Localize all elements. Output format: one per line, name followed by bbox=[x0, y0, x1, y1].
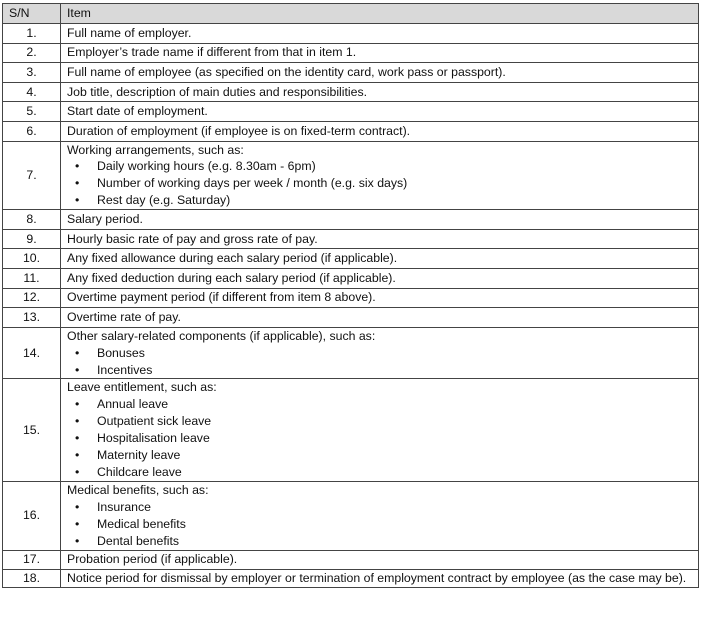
table-row bbox=[3, 43, 699, 63]
bullet-text: Dental benefits bbox=[97, 533, 180, 548]
row-number: 1. bbox=[3, 24, 61, 44]
row-item bbox=[61, 327, 699, 379]
row-number: 2. bbox=[3, 43, 61, 63]
bullet-icon: • bbox=[75, 397, 80, 412]
bullet-item bbox=[75, 499, 692, 516]
bullet-text: Daily working hours (e.g. 8.30am - 6pm) bbox=[97, 159, 316, 174]
bullet-item bbox=[75, 396, 692, 413]
row-item bbox=[61, 288, 699, 308]
row-item bbox=[61, 63, 699, 83]
row-number: 4. bbox=[3, 82, 61, 102]
bullet-list bbox=[67, 499, 692, 550]
table-row bbox=[3, 102, 699, 122]
row-number: 3. bbox=[3, 63, 61, 83]
row-item bbox=[61, 481, 699, 550]
bullet-item bbox=[75, 533, 692, 550]
table-row bbox=[3, 379, 699, 481]
table-row bbox=[3, 82, 699, 102]
row-item bbox=[61, 249, 699, 269]
item-text: Hourly basic rate of pay and gross rate of pay. bbox=[67, 231, 318, 246]
table-row bbox=[3, 229, 699, 249]
bullet-text: Number of working days per week / month (e.g. six days) bbox=[97, 176, 408, 191]
item-text: Working arrangements, such as: bbox=[67, 142, 244, 157]
bullet-text: Childcare leave bbox=[97, 465, 182, 479]
item-text: Any fixed allowance during each salary period (if applicable). bbox=[67, 251, 398, 266]
bullet-icon: • bbox=[75, 159, 80, 174]
row-item bbox=[61, 82, 699, 102]
bullet-text: Incentives bbox=[97, 362, 153, 377]
table-row bbox=[3, 308, 699, 328]
bullet-item bbox=[75, 413, 692, 430]
bullet-text: Insurance bbox=[97, 499, 152, 514]
row-number: 13. bbox=[3, 308, 61, 328]
bullet-icon: • bbox=[75, 176, 80, 191]
row-number: 15. bbox=[3, 379, 61, 481]
bullet-list bbox=[67, 158, 692, 209]
bullet-icon: • bbox=[75, 516, 80, 531]
item-text: Employer’s trade name if different from that in item 1. bbox=[67, 45, 357, 60]
bullet-icon: • bbox=[75, 499, 80, 514]
row-number: 17. bbox=[3, 550, 61, 570]
item-text: Overtime rate of pay. bbox=[67, 310, 181, 324]
table-row bbox=[3, 24, 699, 44]
bullet-item bbox=[75, 362, 692, 379]
item-text: Duration of employment (if employee is on fixed-term contract). bbox=[67, 123, 411, 138]
row-number: 11. bbox=[3, 268, 61, 288]
item-text: Any fixed deduction during each salary period (if applicable). bbox=[67, 270, 396, 285]
item-text: Salary period. bbox=[67, 212, 143, 227]
item-text: Job title, description of main duties and responsibilities. bbox=[67, 84, 368, 99]
bullet-icon: • bbox=[75, 431, 80, 446]
bullet-item bbox=[75, 516, 692, 533]
bullet-icon: • bbox=[75, 414, 80, 429]
bullet-icon: • bbox=[75, 193, 80, 208]
bullet-text: Bonuses bbox=[97, 345, 145, 360]
item-text: Other salary-related components (if applicable), such as: bbox=[67, 328, 376, 343]
bullet-list bbox=[67, 396, 692, 481]
table-row bbox=[3, 570, 699, 588]
row-item bbox=[61, 210, 699, 230]
bullet-item bbox=[75, 158, 692, 175]
row-number: 16. bbox=[3, 481, 61, 550]
item-text: Notice period for dismissal by employer or termination of employment contract by employee (as the case may be). bbox=[67, 571, 687, 586]
row-number: 18. bbox=[3, 570, 61, 588]
row-number: 6. bbox=[3, 121, 61, 141]
table-header-row bbox=[3, 4, 699, 24]
row-number: 5. bbox=[3, 102, 61, 122]
bullet-text: Maternity leave bbox=[97, 448, 181, 463]
bullet-text: Rest day (e.g. Saturday) bbox=[97, 193, 231, 208]
item-text: Overtime payment period (if different from item 8 above). bbox=[67, 290, 376, 305]
row-item bbox=[61, 24, 699, 44]
bullet-icon: • bbox=[75, 448, 80, 463]
row-number: 14. bbox=[3, 327, 61, 379]
table-row bbox=[3, 288, 699, 308]
table-row bbox=[3, 249, 699, 269]
row-item bbox=[61, 570, 699, 588]
table-row bbox=[3, 481, 699, 550]
row-item bbox=[61, 550, 699, 570]
table-body bbox=[3, 24, 699, 588]
bullet-text: Annual leave bbox=[97, 397, 169, 412]
row-item bbox=[61, 229, 699, 249]
bullet-icon: • bbox=[75, 362, 80, 377]
item-text: Leave entitlement, such as: bbox=[67, 380, 217, 395]
item-text: Full name of employer. bbox=[67, 25, 192, 40]
table-row bbox=[3, 210, 699, 230]
bullet-item bbox=[75, 175, 692, 192]
bullet-text: Medical benefits bbox=[97, 516, 186, 531]
row-number: 9. bbox=[3, 229, 61, 249]
row-item bbox=[61, 102, 699, 122]
table-row bbox=[3, 327, 699, 379]
row-number: 10. bbox=[3, 249, 61, 269]
row-item bbox=[61, 43, 699, 63]
table-row bbox=[3, 550, 699, 570]
bullet-icon: • bbox=[75, 465, 80, 479]
row-number: 8. bbox=[3, 210, 61, 230]
row-item bbox=[61, 141, 699, 210]
bullet-item bbox=[75, 447, 692, 464]
item-text: Full name of employee (as specified on the identity card, work pass or passport). bbox=[67, 65, 506, 80]
row-number: 12. bbox=[3, 288, 61, 308]
bullet-item bbox=[75, 464, 692, 481]
table-row bbox=[3, 141, 699, 210]
bullet-item bbox=[75, 192, 692, 209]
row-item bbox=[61, 121, 699, 141]
row-item bbox=[61, 268, 699, 288]
row-item bbox=[61, 379, 699, 481]
item-text: Probation period (if applicable). bbox=[67, 552, 238, 567]
row-item bbox=[61, 308, 699, 328]
bullet-icon: • bbox=[75, 345, 80, 360]
bullet-item bbox=[75, 345, 692, 362]
table-row bbox=[3, 63, 699, 83]
item-text: Medical benefits, such as: bbox=[67, 482, 209, 497]
bullet-icon: • bbox=[75, 533, 80, 548]
bullet-item bbox=[75, 430, 692, 447]
employment-terms-table bbox=[2, 3, 699, 588]
item-text: Start date of employment. bbox=[67, 104, 208, 119]
bullet-text: Hospitalisation leave bbox=[97, 431, 210, 446]
bullet-text: Outpatient sick leave bbox=[97, 414, 212, 429]
item-column-header: Item bbox=[61, 4, 699, 24]
sn-column-header: S/N bbox=[3, 4, 61, 24]
table-row bbox=[3, 121, 699, 141]
bullet-list bbox=[67, 345, 692, 379]
row-number: 7. bbox=[3, 141, 61, 210]
table-row bbox=[3, 268, 699, 288]
